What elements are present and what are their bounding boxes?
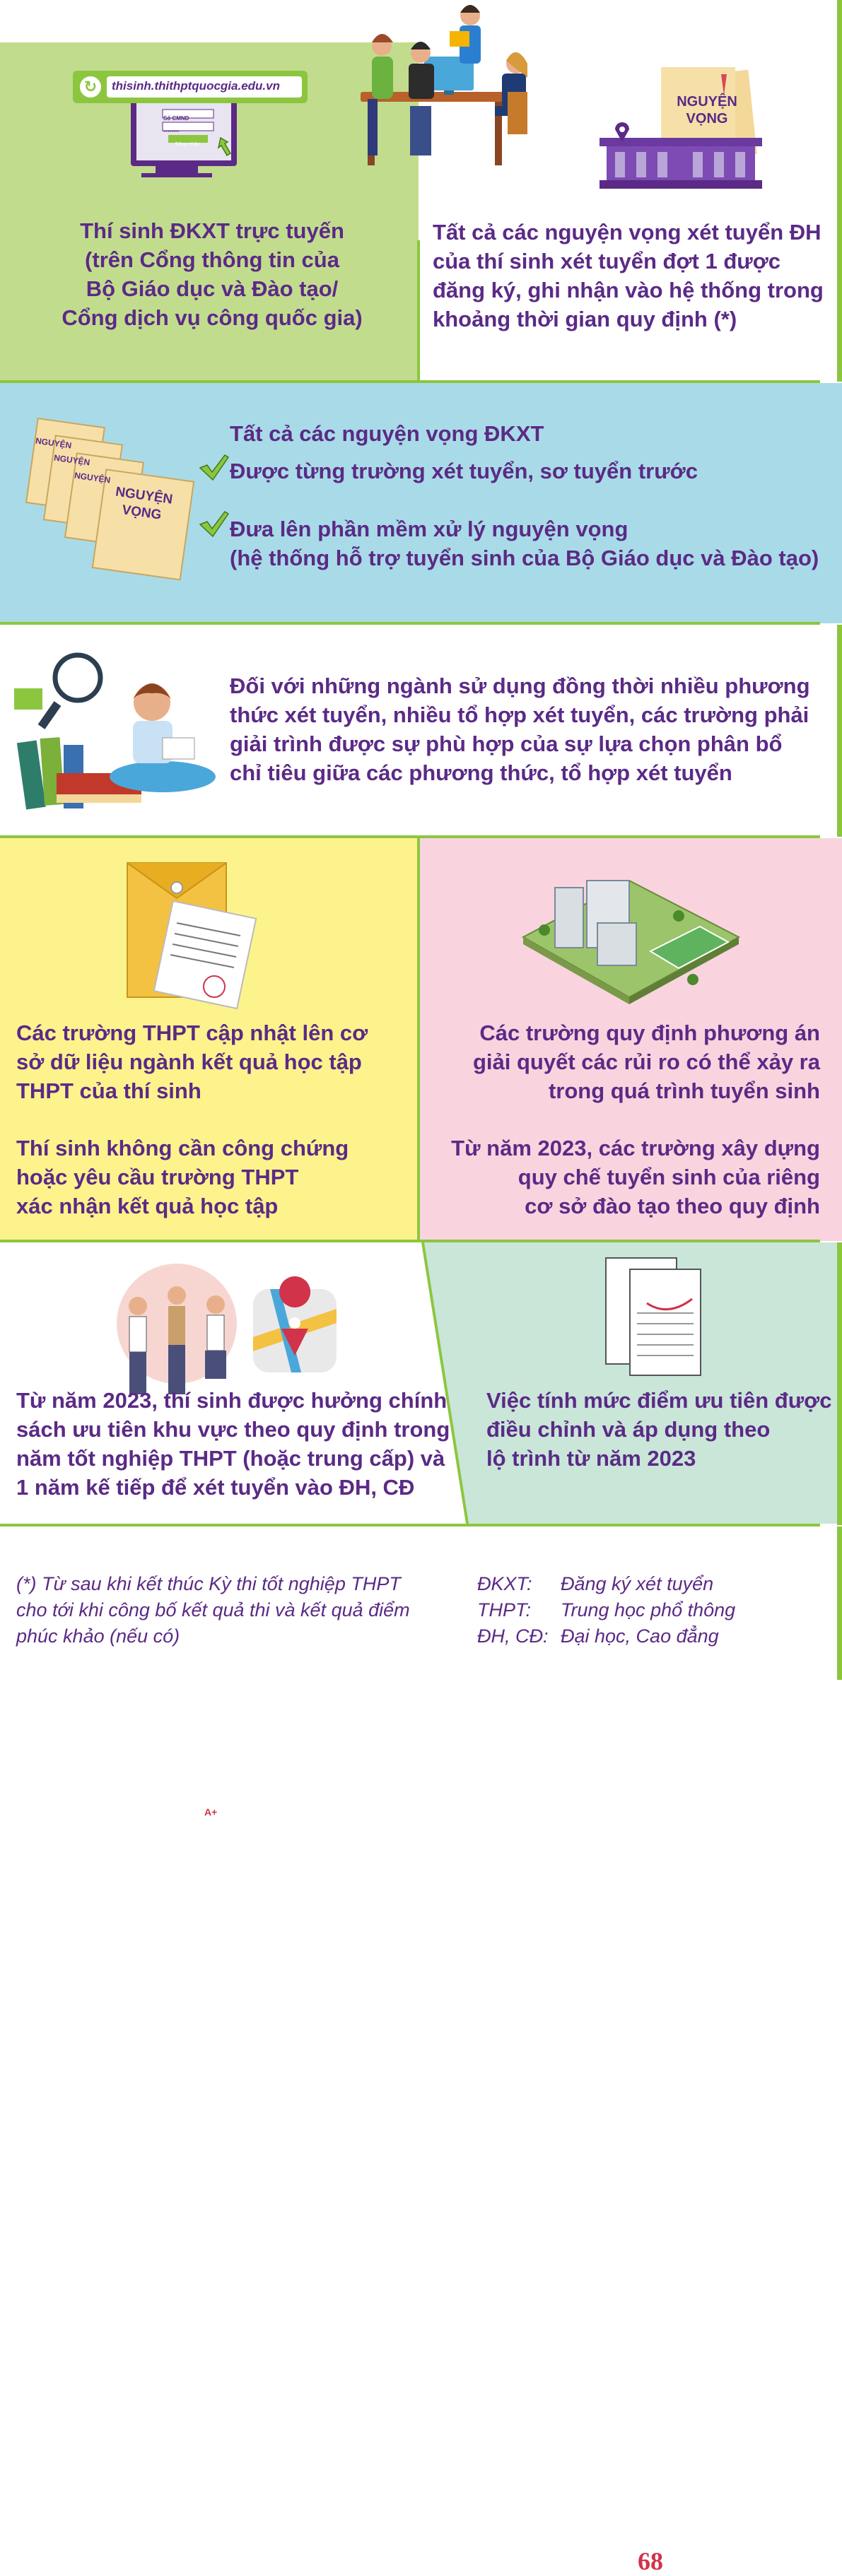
s3-line-1: Đối với những ngành sử dụng đồng thời nhiều phương: [230, 674, 810, 698]
exam-papers-illustration: [604, 1257, 703, 1377]
login-password-dots: ••••••••: [163, 128, 180, 134]
s2-check-2-line1: Đưa lên phần mềm xử lý nguyện vọng: [230, 517, 628, 541]
s5-left-line-3: năm tốt nghiệp THPT (hoặc trung cấp) và: [16, 1446, 445, 1471]
university-building-illustration: [594, 67, 771, 191]
abbr-value: Đăng ký xét tuyển: [561, 1573, 714, 1594]
s4-right-p1-line2: giải quyết các rủi ro có thể xảy ra: [472, 1049, 820, 1074]
section-registration: [0, 0, 842, 382]
s4-left-p2-line2: hoặc yêu cầu trường THPT: [16, 1165, 299, 1189]
s5-left-line-2: sách ưu tiên khu vực theo quy định trong: [16, 1417, 450, 1442]
s1-right-line-1: Tất cả các nguyện vọng xét tuyển ĐH: [433, 220, 821, 245]
student-studying-illustration: [14, 639, 219, 812]
badge-nguyen: NGUYỆN: [677, 94, 737, 110]
s4-left-p1-line3: THPT của thí sinh: [16, 1078, 201, 1103]
url-text: thisinh.thithptquocgia.edu.vn: [112, 79, 280, 93]
s1-left-line-3: Bộ Giáo dục và Đào tạo/: [86, 276, 339, 301]
students-at-desk-illustration: [325, 0, 537, 177]
s4-right-p2-line1: Từ năm 2023, các trường xây dựng: [451, 1136, 820, 1160]
footnote-line-3: phúc khảo (nếu có): [16, 1625, 180, 1647]
campus-illustration: [516, 866, 742, 1008]
url-bar: [73, 71, 308, 103]
paper-label-1: NGUYỆN: [35, 435, 73, 451]
s3-line-3: giải trình được sự phù hợp của sự lựa chọn phân bổ: [230, 731, 783, 756]
paper-big-line1: NGUYỆN: [115, 484, 174, 507]
s1-right-line-3: đăng ký, ghi nhận vào hệ thống trong: [433, 278, 824, 302]
footer-notes: [0, 1527, 842, 1680]
s5-right-line-1: Việc tính mức điểm ưu tiên được: [486, 1388, 832, 1413]
s5-left-line-1: Từ năm 2023, thí sinh được hưởng chính: [16, 1388, 448, 1413]
abbreviation-row: [477, 1571, 831, 1597]
checkmark-icon: [198, 510, 229, 539]
abbr-key: ĐKXT:: [477, 1573, 532, 1594]
s5-right-line-3: lộ trình từ năm 2023: [486, 1446, 696, 1471]
s4-right-p2-line3: cơ sở đào tạo theo quy định: [525, 1194, 820, 1218]
paper-label-3: NGUYỆN: [74, 470, 112, 486]
s4-left-p2-line1: Thí sinh không cần công chứng: [16, 1136, 349, 1160]
s2-check-1: Được từng trường xét tuyển, sơ tuyển trước: [230, 459, 698, 483]
s4-left-p2-line3: xác nhận kết quả học tập: [16, 1194, 279, 1218]
section-methods: [0, 625, 842, 837]
abbreviation-row: [477, 1597, 831, 1623]
envelope-document-illustration: [124, 859, 265, 1004]
badge-vong: VỌNG: [686, 111, 728, 127]
login-field-label: Số CMND: [163, 115, 189, 122]
s3-line-2: thức xét tuyển, nhiều tổ hợp xét tuyển, các trường phải: [230, 702, 809, 727]
grade-mark: A+: [204, 1806, 218, 1818]
s3-line-4: chỉ tiêu giữa các phương thức, tổ hợp xét tuyển: [230, 760, 732, 785]
cheering-students-illustration: [106, 1264, 247, 1405]
refresh-icon: ↻: [80, 76, 101, 98]
s1-left-line-4: Cổng dịch vụ công quốc gia): [62, 305, 363, 330]
s4-left-p1-line1: Các trường THPT cập nhật lên cơ: [16, 1021, 368, 1045]
paper-big-line2: VỌNG: [121, 502, 163, 523]
s4-left-p1-line2: sở dữ liệu ngành kết quả học tập: [16, 1049, 362, 1074]
footnote-line-1: (*) Từ sau khi kết thúc Kỳ thi tốt nghiệp THPT: [16, 1573, 401, 1594]
abbr-key: THPT:: [477, 1599, 531, 1621]
map-pin-icon: [252, 1288, 338, 1374]
section-aspirations: [0, 383, 842, 623]
s1-right-line-2: của thí sinh xét tuyển đợt 1 được: [433, 249, 780, 274]
abbr-value: Trung học phổ thông: [561, 1599, 736, 1621]
s2-check-2-line2: (hệ thống hỗ trợ tuyển sinh của Bộ Giáo dục và Đào tạo): [230, 546, 819, 570]
s4-right-p1-line1: Các trường quy định phương án: [479, 1021, 820, 1045]
s5-right-line-2: điều chỉnh và áp dụng theo: [486, 1417, 771, 1442]
login-button-label: Đăng nhập: [175, 142, 200, 147]
s1-left-line-2: (trên Cổng thông tin của: [85, 247, 339, 272]
s2-heading: Tất cả các nguyện vọng ĐKXT: [230, 421, 544, 446]
paper-label-2: NGUYỆN: [53, 452, 91, 468]
score-mark: 68: [638, 2547, 663, 2575]
s5-left-line-4: 1 năm kế tiếp để xét tuyển vào ĐH, CĐ: [16, 1475, 415, 1500]
footnote-line-2: cho tới khi công bố kết quả thi và kết quả điểm: [16, 1599, 410, 1621]
checkmark-icon: [198, 454, 229, 482]
s1-left-line-1: Thí sinh ĐKXT trực tuyến: [80, 218, 344, 243]
s1-right-line-4: khoảng thời gian quy định (*): [433, 307, 737, 331]
abbr-key: ĐH, CĐ:: [477, 1625, 549, 1647]
abbr-value: Đại học, Cao đẳng: [561, 1625, 719, 1647]
s4-right-p2-line2: quy chế tuyển sinh của riêng: [518, 1165, 820, 1189]
s4-right-p1-line3: trong quá trình tuyển sinh: [548, 1078, 820, 1103]
abbreviation-list: [477, 1571, 831, 1649]
abbreviation-row: [477, 1623, 831, 1649]
